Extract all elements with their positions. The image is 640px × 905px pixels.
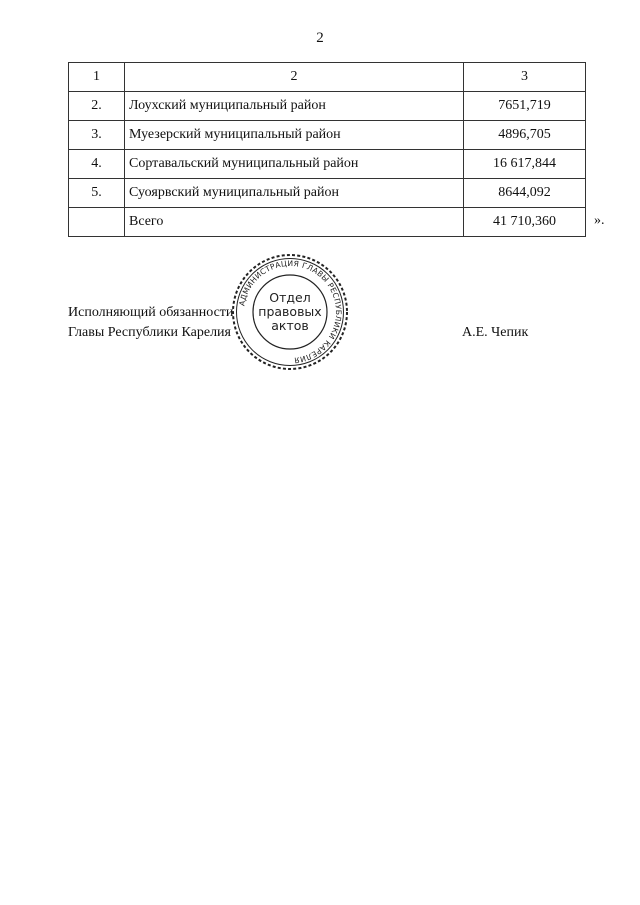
table-row — [69, 92, 586, 121]
district-name: Сортавальский муниципальный район — [125, 150, 464, 179]
header-cell: 1 — [69, 63, 125, 92]
district-name: Суоярвский муниципальный район — [125, 179, 464, 208]
amount: 4896,705 — [464, 121, 586, 150]
signatory-title-line-2: Главы Республики Карелия — [68, 325, 231, 340]
total-amount: 41 710,360 — [464, 208, 586, 237]
total-label: Всего — [125, 208, 464, 237]
amount: 16 617,844 — [464, 150, 586, 179]
signatory-title — [68, 303, 233, 343]
table-row — [69, 150, 586, 179]
stamp-ring-text: АДМИНИСТРАЦИЯ ГЛАВЫ РЕСПУБЛИКИ КАРЕЛИЯ — [237, 258, 344, 365]
header-cell: 3 — [464, 63, 586, 92]
district-name: Муезерский муниципальный район — [125, 121, 464, 150]
stamp-inner-line-3: актов — [271, 318, 309, 333]
table-header-row — [69, 63, 586, 92]
signatory-title-line-1: Исполняющий обязанности — [68, 305, 234, 320]
table-total-row — [69, 208, 586, 237]
row-number: 5. — [69, 179, 125, 208]
page-number: 2 — [316, 30, 324, 46]
stamp-inner-line-1: Отдел — [269, 290, 311, 305]
row-number — [69, 208, 125, 237]
table-row — [69, 121, 586, 150]
official-stamp — [230, 252, 350, 372]
district-name: Лоухский муниципальный район — [125, 92, 464, 121]
amount: 7651,719 — [464, 92, 586, 121]
signatory-name: А.Е. Чепик — [462, 325, 529, 340]
amount: 8644,092 — [464, 179, 586, 208]
row-number: 3. — [69, 121, 125, 150]
row-number: 4. — [69, 150, 125, 179]
closing-quote: ». — [594, 213, 605, 228]
allocation-table — [68, 62, 586, 237]
table-row — [69, 179, 586, 208]
row-number: 2. — [69, 92, 125, 121]
header-cell: 2 — [125, 63, 464, 92]
stamp-inner-line-2: правовых — [258, 304, 322, 319]
